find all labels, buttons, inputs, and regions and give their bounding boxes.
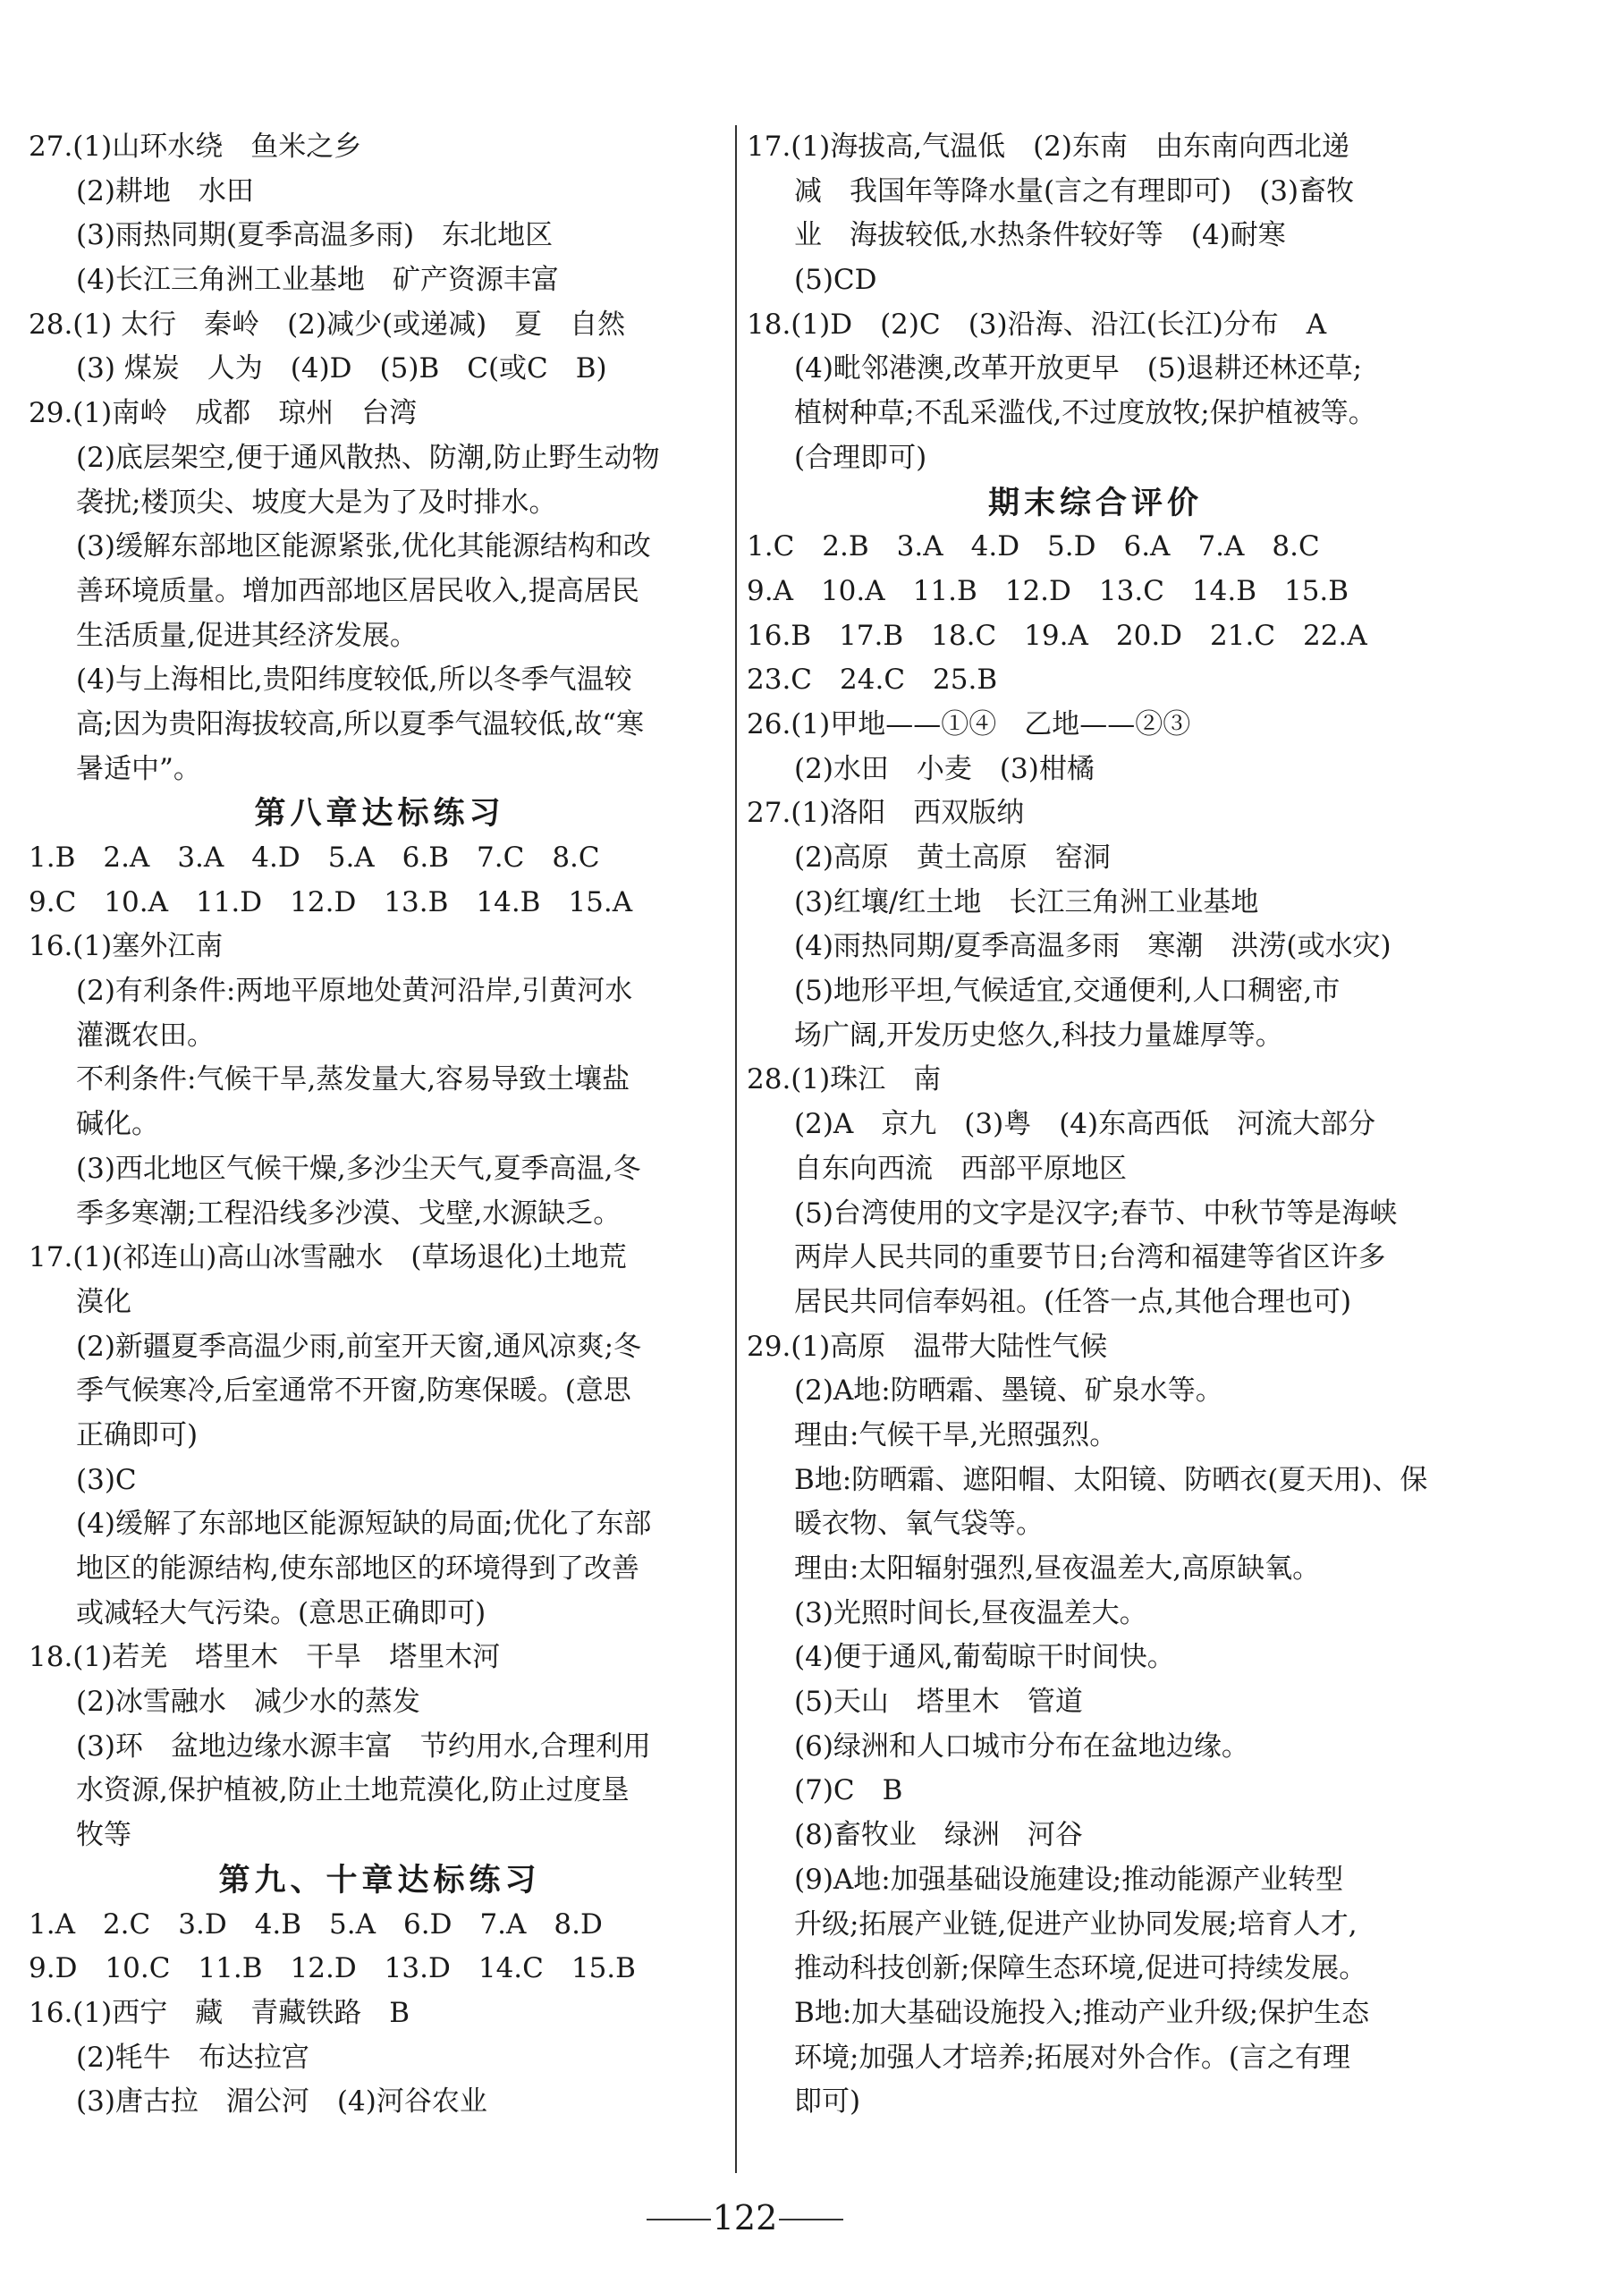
answer-line: (6)绿洲和人口城市分布在盆地边缘。 bbox=[794, 1730, 1249, 1763]
answer-line: (5)天山 塔里木 管道 bbox=[794, 1686, 1083, 1719]
answer-line: 9.C 10.A 11.D 12.D 13.B 14.B 15.A bbox=[29, 885, 633, 918]
answer-line: 26.(1)甲地——①④ 乙地——②③ bbox=[747, 707, 1191, 740]
answer-line: 漠化 bbox=[76, 1285, 131, 1318]
answer-line: 28.(1)珠江 南 bbox=[747, 1063, 942, 1096]
answer-line: (4)便于通风,葡萄晾干时间快。 bbox=[794, 1641, 1175, 1674]
section-heading: 第八章达标练习 bbox=[254, 795, 505, 833]
answer-line: B地:防晒霜、遮阳帽、太阳镜、防晒衣(夏天用)、保 bbox=[794, 1463, 1428, 1496]
answer-line: (8)畜牧业 绿洲 河谷 bbox=[794, 1819, 1083, 1852]
answer-line: 减 我国年等降水量(言之有理即可) (3)畜牧 bbox=[794, 174, 1355, 207]
page-footer bbox=[0, 2191, 1624, 2245]
answer-line: (4)与上海相比,贵阳纬度较低,所以冬季气温较 bbox=[76, 664, 632, 697]
answer-line: 暖衣物、氧气袋等。 bbox=[794, 1508, 1044, 1541]
answer-line: 正确即可) bbox=[76, 1418, 199, 1451]
page-number: 122 bbox=[712, 2198, 778, 2237]
answer-line: (3)光照时间长,昼夜温差大。 bbox=[794, 1596, 1147, 1629]
answer-line: 环境;加强人才培养;拓展对外合作。(言之有理 bbox=[794, 2041, 1350, 2074]
footer-rule-left bbox=[647, 2219, 711, 2220]
answer-line: 16.(1)塞外江南 bbox=[29, 930, 224, 963]
answer-line: 18.(1)D (2)C (3)沿海、沿江(长江)分布 A bbox=[747, 308, 1327, 341]
answer-line: 场广阔,开发历史悠久,科技力量雄厚等。 bbox=[794, 1019, 1283, 1052]
answer-line: 27.(1)洛阳 西双版纳 bbox=[747, 797, 1025, 830]
answer-line: (5)CD bbox=[794, 264, 877, 297]
answer-line: 23.C 24.C 25.B bbox=[747, 664, 998, 697]
answer-line: 18.(1)若羌 塔里木 干旱 塔里木河 bbox=[29, 1641, 501, 1674]
answer-line: 水资源,保护植被,防止土地荒漠化,防止过度垦 bbox=[76, 1774, 630, 1807]
answer-line: 理由:气候干旱,光照强烈。 bbox=[794, 1418, 1118, 1451]
answer-line: (3) 煤炭 人为 (4)D (5)B C(或C B) bbox=[76, 352, 607, 385]
answer-line: (3)环 盆地边缘水源丰富 节约用水,合理利用 bbox=[76, 1730, 651, 1763]
answer-line: (2)A 京九 (3)粤 (4)东高西低 河流大部分 bbox=[794, 1108, 1376, 1141]
answer-line: (4)缓解了东部地区能源短缺的局面;优化了东部 bbox=[76, 1508, 652, 1541]
footer-rule-right bbox=[779, 2219, 843, 2220]
answer-line: 业 海拔较低,水热条件较好等 (4)耐寒 bbox=[794, 219, 1286, 252]
answer-line: 善环境质量。增加西部地区居民收入,提高居民 bbox=[76, 574, 639, 607]
answer-line: (3)雨热同期(夏季高温多雨) 东北地区 bbox=[76, 219, 554, 252]
answer-line: 自东向西流 西部平原地区 bbox=[794, 1152, 1127, 1185]
answer-line: 高;因为贵阳海拔较高,所以夏季气温较低,故“寒 bbox=[76, 707, 644, 740]
answer-line: (3)红壤/红土地 长江三角洲工业基地 bbox=[794, 885, 1259, 918]
answer-line: 灌溉农田。 bbox=[76, 1019, 215, 1052]
answer-line: (7)C B bbox=[794, 1774, 903, 1807]
answer-line: (2)高原 黄土高原 窑洞 bbox=[794, 842, 1111, 874]
left-column bbox=[29, 125, 731, 2125]
answer-line: (9)A地:加强基础设施建设;推动能源产业转型 bbox=[794, 1863, 1344, 1896]
answer-line: 植树种草;不乱采滥伐,不过度放牧;保护植被等。 bbox=[794, 397, 1376, 430]
answer-line: (2)耕地 水田 bbox=[76, 174, 254, 207]
answer-line: (2)牦牛 布达拉宫 bbox=[76, 2041, 309, 2074]
answer-line: 16.B 17.B 18.C 19.A 20.D 21.C 22.A bbox=[747, 619, 1367, 652]
column-divider bbox=[735, 125, 737, 2173]
answer-line: 暑适中”。 bbox=[76, 752, 201, 785]
answer-line: (2)冰雪融水 减少水的蒸发 bbox=[76, 1686, 420, 1719]
answer-line: 16.(1)西宁 藏 青藏铁路 B bbox=[29, 1996, 410, 2029]
answer-line: (合理即可) bbox=[794, 441, 927, 474]
answer-line: 升级;拓展产业链,促进产业协同发展;培育人才, bbox=[794, 1907, 1358, 1941]
answer-line: 27.(1)山环水绕 鱼米之乡 bbox=[29, 131, 362, 163]
answer-line: 9.D 10.C 11.B 12.D 13.D 14.C 15.B bbox=[29, 1952, 636, 1985]
answer-line: 理由:太阳辐射强烈,昼夜温差大,高原缺氧。 bbox=[794, 1552, 1321, 1585]
answer-line: 碱化。 bbox=[76, 1108, 159, 1141]
answer-line: 居民共同信奉妈祖。(任答一点,其他合理也可) bbox=[794, 1285, 1352, 1318]
answer-line: (5)地形平坦,气候适宜,交通便利,人口稠密,市 bbox=[794, 975, 1341, 1008]
answer-line: 牧等 bbox=[76, 1819, 131, 1852]
answer-line: 即可) bbox=[794, 2085, 861, 2119]
answer-line: 季气候寒冷,后室通常不开窗,防寒保暖。(意思 bbox=[76, 1374, 631, 1408]
answer-line: 推动科技创新;保障生态环境,促进可持续发展。 bbox=[794, 1952, 1367, 1985]
answer-line: (3)西北地区气候干燥,多沙尘天气,夏季高温,冬 bbox=[76, 1152, 641, 1185]
answer-line: (4)长江三角洲工业基地 矿产资源丰富 bbox=[76, 264, 559, 297]
answer-line: 1.A 2.C 3.D 4.B 5.A 6.D 7.A 8.D bbox=[29, 1907, 603, 1941]
answer-line: (3)C bbox=[76, 1463, 137, 1496]
answer-line: (2)A地:防晒霜、墨镜、矿泉水等。 bbox=[794, 1374, 1223, 1408]
answer-line: 生活质量,促进其经济发展。 bbox=[76, 619, 418, 652]
answer-line: (3)唐古拉 湄公河 (4)河谷农业 bbox=[76, 2085, 487, 2119]
answer-line: (4)雨热同期/夏季高温多雨 寒潮 洪涝(或水灾) bbox=[794, 930, 1391, 963]
answer-line: (2)新疆夏季高温少雨,前室开天窗,通风凉爽;冬 bbox=[76, 1330, 642, 1363]
answer-line: (2)有利条件:两地平原地处黄河沿岸,引黄河水 bbox=[76, 975, 633, 1008]
answer-line: B地:加大基础设施投入;推动产业升级;保护生态 bbox=[794, 1996, 1370, 2029]
answer-line: 29.(1)南岭 成都 琼州 台湾 bbox=[29, 397, 418, 430]
answer-line: (3)缓解东部地区能源紧张,优化其能源结构和改 bbox=[76, 530, 651, 563]
answer-line: 17.(1)(祁连山)高山冰雪融水 (草场退化)土地荒 bbox=[29, 1241, 627, 1274]
answer-line: (5)台湾使用的文字是汉字;春节、中秋节等是海峡 bbox=[794, 1197, 1398, 1230]
answer-line: 或减轻大气污染。(意思正确即可) bbox=[76, 1596, 486, 1629]
section-heading: 期末综合评价 bbox=[987, 484, 1203, 521]
answer-line: 28.(1) 太行 秦岭 (2)减少(或递减) 夏 自然 bbox=[29, 308, 626, 341]
answer-line: 1.C 2.B 3.A 4.D 5.D 6.A 7.A 8.C bbox=[747, 530, 1320, 563]
answer-line: 两岸人民共同的重要节日;台湾和福建等省区许多 bbox=[794, 1241, 1386, 1274]
answer-line: 29.(1)高原 温带大陆性气候 bbox=[747, 1330, 1108, 1363]
answer-line: 17.(1)海拔高,气温低 (2)东南 由东南向西北递 bbox=[747, 131, 1349, 163]
answer-line: 9.A 10.A 11.B 12.D 13.C 14.B 15.B bbox=[747, 574, 1349, 607]
answer-line: 地区的能源结构,使东部地区的环境得到了改善 bbox=[76, 1552, 639, 1585]
answer-line: (2)底层架空,便于通风散热、防潮,防止野生动物 bbox=[76, 441, 660, 474]
answer-line: 袭扰;楼顶尖、坡度大是为了及时排水。 bbox=[76, 486, 557, 519]
section-heading: 第九、十章达标练习 bbox=[218, 1861, 541, 1899]
answer-line: (2)水田 小麦 (3)柑橘 bbox=[794, 752, 1095, 785]
answer-line: (4)毗邻港澳,改革开放更早 (5)退耕还林还草; bbox=[794, 352, 1363, 385]
answer-line: 1.B 2.A 3.A 4.D 5.A 6.B 7.C 8.C bbox=[29, 842, 600, 874]
answer-line: 不利条件:气候干旱,蒸发量大,容易导致土壤盐 bbox=[76, 1063, 630, 1096]
answer-line: 季多寒潮;工程沿线多沙漠、戈壁,水源缺乏。 bbox=[76, 1197, 622, 1230]
right-column bbox=[747, 125, 1444, 2125]
